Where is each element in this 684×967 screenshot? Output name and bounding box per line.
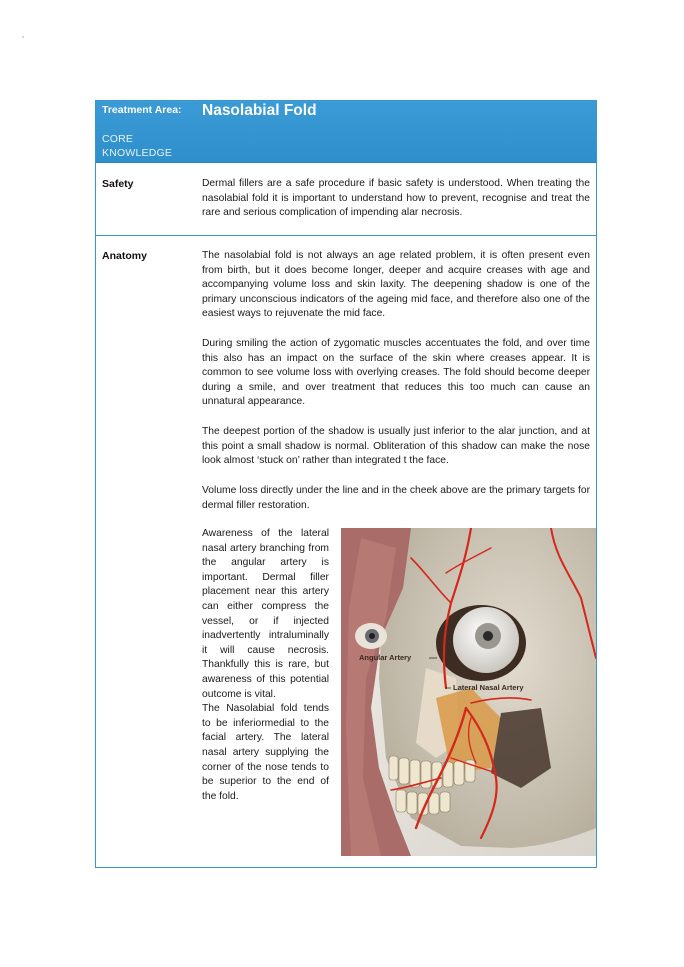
artery-note-awareness: Awareness of the lateral nasal artery branching from the angular artery is important. Dermal filler placement near this artery can either compress the vessel, or if injected inadvertently intraluminally it will cause necrosis. Thankfully this is rare, but awareness of this potential outcome is vital. — [202, 528, 329, 700]
anatomy-paragraph-4: Volume loss directly under the line and in the cheek above are the primary targets for dermal filler restoration. — [202, 485, 590, 511]
artery-note-fold: The Nasolabial fold tends to be inferiormedial to the facial artery. The lateral nasal artery supplying the corner of the nose tends to be superior to the end of the fold. — [202, 703, 329, 802]
skull-model-illustration — [341, 528, 596, 856]
anatomy-label: Anatomy — [102, 250, 147, 262]
treatment-card — [95, 100, 597, 868]
anatomy-paragraph-2: During smiling the action of zygomatic muscles accentuates the fold, and over time this also has an impact on the surface of the skin where creases appear. It is common to see volume loss with overlying creases. The fold should become deeper during a smile, and over treatment that reduces this too much can cause an unnatural appearance. — [202, 338, 590, 408]
core-knowledge-label: CORE KNOWLEDGE — [102, 133, 173, 159]
section-divider — [96, 235, 596, 236]
anatomy-photo — [341, 528, 596, 856]
label-lateral-nasal-artery: Lateral Nasal Artery — [453, 683, 524, 692]
page-title: Nasolabial Fold — [202, 102, 317, 119]
artery-note — [202, 527, 329, 804]
safety-label: Safety — [102, 178, 134, 190]
safety-text: Dermal fillers are a safe procedure if basic safety is understood. When treating the nasolabial fold it is important to understand how to prevent, recognise and treat the rare and serious complication of impending alar necrosis. — [202, 178, 590, 219]
treatment-area-label: Treatment Area: — [102, 104, 182, 116]
label-angular-artery: Angular Artery — [359, 653, 412, 662]
scan-speck — [22, 36, 24, 38]
anatomy-paragraph-3: The deepest portion of the shadow is usually just inferior to the alar junction, and at this point a small shadow is normal. Obliteration of this shadow can make the nose look almost ‘stuck on’ rather than integrated t the face. — [202, 426, 590, 467]
card-header — [96, 101, 596, 163]
anatomy-paragraph-1: The nasolabial fold is not always an age related problem, it is often present even from birth, but it does become longer, deeper and acquire creases with age and accompanying volume loss and skin laxity. The deepening shadow is one of the primary unconscious indicators of the ageing mid face, and therefore also one of the easiest ways to rejuvenate the mid face. — [202, 250, 590, 320]
